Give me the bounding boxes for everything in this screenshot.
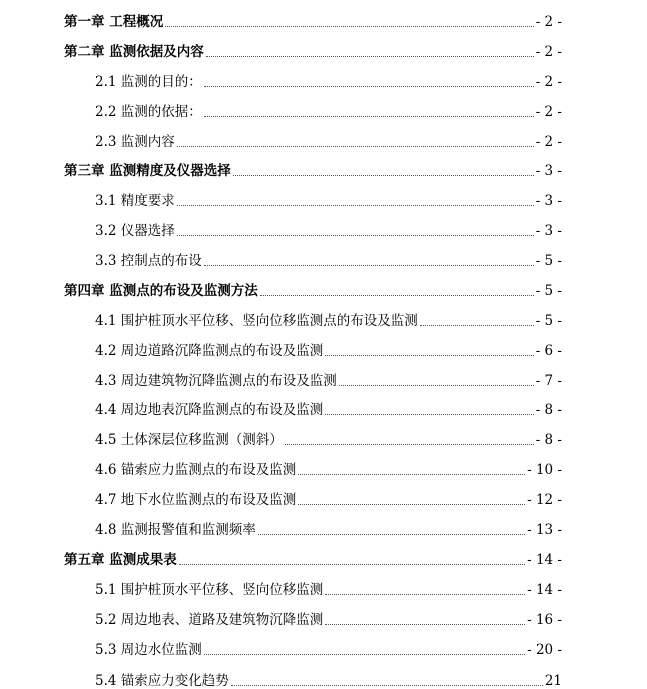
toc-section-4-5[interactable] [95,431,562,449]
dot-leader [339,385,534,386]
toc-entry-title: 4.6 锚索应力监测点的布设及监测 [95,462,297,478]
toc-page-number: - 16 - [527,612,562,628]
toc-page-number: - 20 - [527,642,562,658]
toc-page-number: - 3 - [535,163,562,179]
toc-entry-title: 4.1 围护桩顶水平位移、竖向位移监测点的布设及监测 [95,313,418,329]
toc-section-3-2[interactable] [95,222,562,240]
toc-entry-title: 2.2 监测的依据： [95,104,202,120]
toc-entry-title: 5.2 周边地表、道路及建筑物沉降监测 [95,612,324,628]
toc-entry-title: 3.2 仪器选择 [95,223,175,239]
toc-entry-title: 第四章 监测点的布设及监测方法 [64,283,258,299]
toc-page-number: - 2 - [535,14,562,30]
toc-page-number: - 7 - [535,373,562,389]
toc-entry-title: 2.1 监测的目的： [95,74,202,90]
dot-leader [325,414,533,415]
dot-leader [165,26,534,27]
toc-page-number: - 2 - [535,74,562,90]
dot-leader [177,235,534,236]
toc-page-number: - 6 - [535,343,562,359]
toc-section-4-4[interactable] [95,401,562,419]
toc-entry-title: 4.8 监测报警值和监测频率 [95,522,256,538]
dot-leader [233,175,534,176]
toc-page-number: - 5 - [535,313,562,329]
toc-page-number: - 8 - [535,402,562,418]
toc-page-number: 21 [544,673,562,689]
toc-section-4-3[interactable] [95,372,562,390]
toc-section-4-2[interactable] [95,342,562,360]
toc-page-number: - 12 - [527,492,562,508]
toc-section-2-2[interactable] [95,103,562,121]
toc-entry-title: 第三章 监测精度及仪器选择 [64,163,231,179]
toc-chapter-3[interactable] [64,162,562,180]
toc-page-number: - 5 - [535,253,562,269]
toc-chapter-4[interactable] [64,282,562,300]
toc-entry-title: 4.5 土体深层位移监测（测斜） [95,432,283,448]
toc-entry-title: 第二章 监测依据及内容 [64,44,204,60]
toc-page-number: - 14 - [527,582,562,598]
toc-entry-title: 3.1 精度要求 [95,193,175,209]
dot-leader [204,86,534,87]
dot-leader [325,624,525,625]
toc-page-number: - 2 - [535,134,562,150]
toc-entry-title: 5.1 围护桩顶水平位移、竖向位移监测 [95,582,324,598]
toc-section-5-3[interactable] [95,641,562,659]
toc-section-2-3[interactable] [95,133,562,151]
toc-page-number: - 2 - [535,104,562,120]
toc-section-5-2[interactable] [95,611,562,629]
toc-section-4-8[interactable] [95,521,562,539]
toc-section-2-1[interactable] [95,73,562,91]
dot-leader [204,116,534,117]
toc-chapter-5[interactable] [64,551,562,569]
toc-page-number: - 8 - [535,432,562,448]
toc-entry-title: 2.3 监测内容 [95,134,175,150]
dot-leader [177,205,534,206]
dot-leader [298,474,525,475]
toc-entry-title: 4.3 周边建筑物沉降监测点的布设及监测 [95,373,337,389]
toc-section-4-6[interactable] [95,461,562,479]
toc-chapter-1[interactable] [64,13,562,31]
dot-leader [231,685,543,686]
toc-entry-title: 4.2 周边道路沉降监测点的布设及监测 [95,343,324,359]
dot-leader [258,534,525,535]
toc-entry-title: 4.7 地下水位监测点的布设及监测 [95,492,297,508]
dot-leader [325,355,533,356]
dot-leader [204,654,525,655]
toc-page-number: - 14 - [527,552,562,568]
dot-leader [325,594,525,595]
toc-entry-title: 第一章 工程概况 [64,14,164,30]
toc-entry-title: 第五章 监测成果表 [64,552,177,568]
dot-leader [206,56,534,57]
toc-section-4-1[interactable] [95,312,562,330]
dot-leader [298,504,525,505]
dot-leader [285,444,534,445]
dot-leader [260,295,534,296]
toc-section-3-1[interactable] [95,192,562,210]
toc-page-number: - 10 - [527,462,562,478]
toc-page-number: - 13 - [527,522,562,538]
dot-leader [204,265,534,266]
toc-entry-title: 5.4 锚索应力变化趋势 [95,673,229,689]
toc-section-5-4[interactable] [95,672,562,689]
toc-entry-title: 3.3 控制点的布设 [95,253,202,269]
dot-leader [177,146,534,147]
toc-page-number: - 5 - [535,283,562,299]
toc-section-5-1[interactable] [95,581,562,599]
toc-chapter-2[interactable] [64,43,562,61]
toc-entry-title: 4.4 周边地表沉降监测点的布设及监测 [95,402,324,418]
toc-section-3-3[interactable] [95,252,562,270]
toc-page-number: - 2 - [535,44,562,60]
dot-leader [179,564,525,565]
toc-section-4-7[interactable] [95,491,562,509]
dot-leader [420,325,534,326]
toc-page-number: - 3 - [535,223,562,239]
toc-entry-title: 5.3 周边水位监测 [95,642,202,658]
toc-page-number: - 3 - [535,193,562,209]
